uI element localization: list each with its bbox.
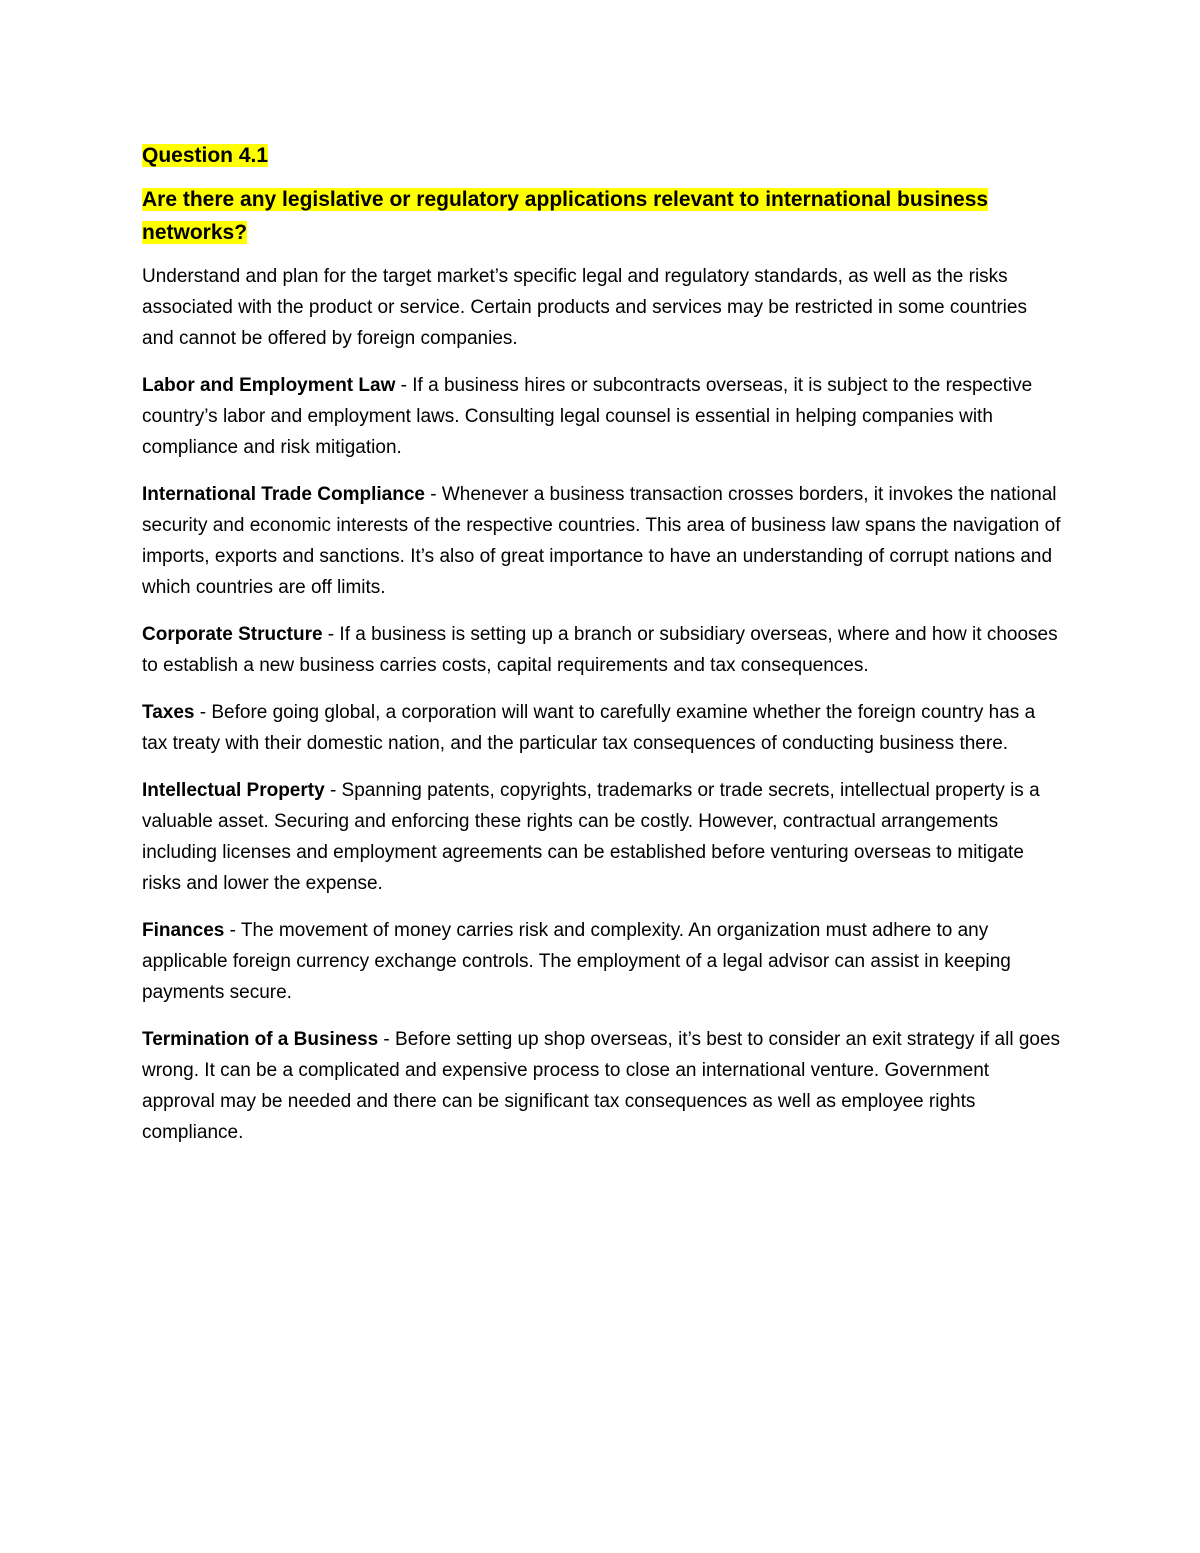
document-page (142, 140, 1062, 1164)
section-international-trade-compliance (142, 479, 1062, 603)
section-labor-employment-law (142, 370, 1062, 463)
section-text: - If a business hires or subcontracts overseas, it is subject to the respective country’s labor and employment laws. Consulting legal counsel is essential in helping companies with compliance and risk mitigation. (142, 375, 1033, 458)
section-term: International Trade Compliance (142, 484, 425, 505)
section-term: Labor and Employment Law (142, 375, 396, 396)
question-number-highlight: Question 4.1 (142, 144, 269, 167)
intro-paragraph: Understand and plan for the target market’s specific legal and regulatory standards, as well as the risks associated with the product or service. Certain products and services may be restricted in some countries and cannot be offered by foreign companies. (142, 266, 1027, 349)
section-term: Termination of a Business (142, 1029, 379, 1050)
section-term: Finances (142, 920, 225, 941)
section-text: - The movement of money carries risk and complexity. An organization must adhere to any applicable foreign currency exchange controls. The employment of a legal advisor can assist in keeping payments secure. (142, 920, 1011, 1003)
question-number (142, 140, 1062, 171)
section-term: Taxes (142, 702, 195, 723)
question-text-highlight: Are there any legislative or regulatory applications relevant to international business networks? (142, 188, 989, 244)
section-taxes (142, 697, 1062, 759)
section-finances (142, 915, 1062, 1008)
section-term: Corporate Structure (142, 624, 323, 645)
section-text: - Before going global, a corporation will want to carefully examine whether the foreign country has a tax treaty with their domestic nation, and the particular tax consequences of conducting business there. (142, 702, 1036, 754)
question-text (142, 183, 1062, 249)
section-text: - Spanning patents, copyrights, trademarks or trade secrets, intellectual property is a valuable asset. Securing and enforcing these rights can be costly. However, contractual arrangements including licenses and employment agreements can be established before venturing overseas to mitigate risks and lower the expense. (142, 780, 1040, 894)
section-intellectual-property (142, 775, 1062, 899)
section-term: Intellectual Property (142, 780, 325, 801)
section-termination-of-business (142, 1024, 1062, 1148)
section-text: - Before setting up shop overseas, it’s best to consider an exit strategy if all goes wrong. It can be a complicated and expensive process to close an international venture. Government approval may be needed and there can be significant tax consequences as well as employee rights compliance. (142, 1029, 1061, 1143)
section-corporate-structure (142, 619, 1062, 681)
section-text: - Whenever a business transaction crosses borders, it invokes the national security and economic interests of the respective countries. This area of business law spans the navigation of imports, exports and sanctions. It’s also of great importance to have an understanding of corrupt nations and which countries are off limits. (142, 484, 1061, 598)
section-text: - If a business is setting up a branch or subsidiary overseas, where and how it chooses to establish a new business carries costs, capital requirements and tax consequences. (142, 624, 1058, 676)
